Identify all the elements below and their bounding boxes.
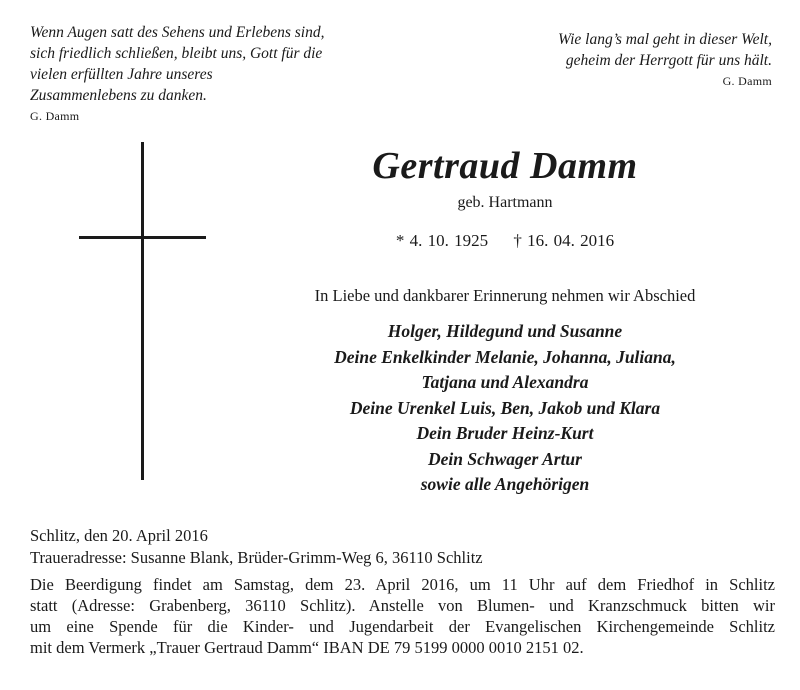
quote-right-line: geheim der Herrgott für uns hält. <box>565 52 772 69</box>
quote-left-author: G. Damm <box>30 109 80 123</box>
funeral-line: um eine Spende für die Kinder- und Jugendarbeit der Evangelischen Kirchengemeinde Schlitz <box>30 617 775 636</box>
quote-left-line: Wenn Augen satt des Sehens und Erlebens sind, <box>30 24 325 41</box>
quote-left-line: sich friedlich schließen, bleibt uns, Gott für die <box>30 45 323 62</box>
funeral-line: statt (Adresse: Grabenberg, 36110 Schlitz). Anstelle von Blumen- und Kranzschmuck bitten wir <box>30 596 775 615</box>
mourner-line: Dein Schwager Artur <box>428 448 582 469</box>
cross-horizontal-bar <box>79 236 206 239</box>
funeral-line: mit dem Vermerk „Trauer Gertraud Damm“ IBAN DE 79 5199 0000 0010 2151 02. <box>30 638 584 657</box>
quote-left <box>30 22 370 126</box>
quote-right-line: Wie lang’s mal geht in dieser Welt, <box>558 31 772 48</box>
birth-date: * 4. 10. 1925 <box>395 231 489 250</box>
funeral-line: Die Beerdigung findet am Samstag, dem 23. April 2016, um 11 Uhr auf dem Friedhof in Schlitz <box>30 575 775 594</box>
quote-right-author: G. Damm <box>722 74 772 88</box>
mourner-line: Deine Urenkel Luis, Ben, Jakob und Klara <box>349 397 661 418</box>
life-dates <box>240 230 770 252</box>
birth-name: geb. Hartmann <box>457 194 553 211</box>
mourner-line: sowie alle Angehörigen <box>420 474 590 494</box>
quote-left-line: Zusammenlebens zu danken. <box>30 87 207 104</box>
death-date: † 16. 04. 2016 <box>513 231 615 250</box>
mourner-line: Tatjana und Alexandra <box>421 372 589 392</box>
mourners-list <box>240 319 770 498</box>
quote-left-line: vielen erfüllten Jahre unseres <box>30 66 213 83</box>
farewell-intro: In Liebe und dankbarer Erinnerung nehmen wir Abschied <box>314 286 696 305</box>
cross-vertical-bar <box>141 142 144 480</box>
mourner-line: Deine Enkelkinder Melanie, Johanna, Juliana, <box>334 346 676 367</box>
place-date: Schlitz, den 20. April 2016 <box>30 526 208 545</box>
funeral-notice <box>30 574 775 658</box>
mourner-line: Dein Bruder Heinz-Kurt <box>416 423 594 443</box>
deceased-name: Gertraud Damm <box>372 145 638 187</box>
mourning-address: Traueradresse: Susanne Blank, Brüder-Grimm-Weg 6, 36110 Schlitz <box>30 548 483 567</box>
quote-right <box>452 29 772 91</box>
mourner-line: Holger, Hildegund und Susanne <box>387 321 623 341</box>
